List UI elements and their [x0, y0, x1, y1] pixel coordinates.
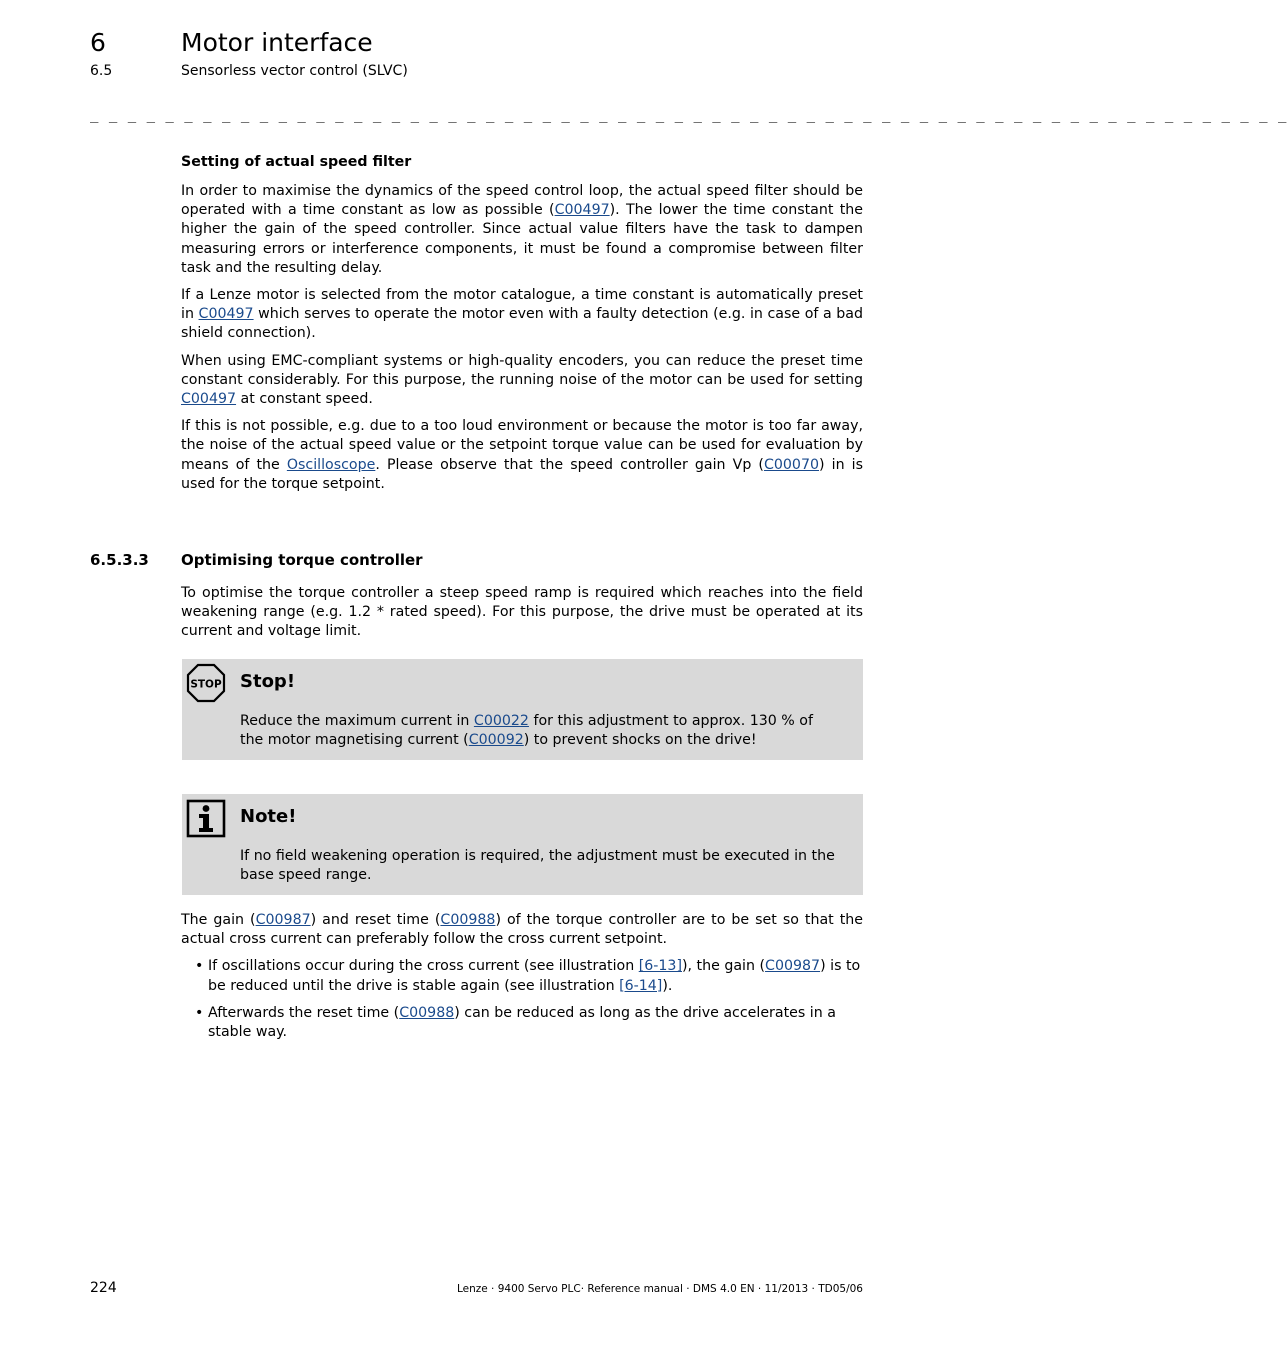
- torque-intro-paragraph: To optimise the torque controller a steep speed ramp is required which reaches into the field weakening range (e.g. 1.2 * rated speed). For this purpose, the drive must be operated at its current and voltage limit.: [181, 585, 863, 640]
- text: If a Lenze motor is selected from the motor catalogue, a time constant is automatically preset in: [181, 287, 863, 323]
- speed-filter-paragraph-3: [181, 352, 863, 410]
- c00070-link[interactable]: C00070: [763, 456, 820, 473]
- text: ) to prevent shocks on the drive!: [523, 732, 757, 749]
- text: Reduce the maximum current in: [240, 713, 474, 729]
- c00092-link[interactable]: C00092: [468, 732, 524, 749]
- text: ) in is used for the torque setpoint.: [181, 456, 863, 492]
- note-label: Note!: [240, 806, 297, 827]
- bullet-icon: •: [195, 958, 204, 975]
- c00497-link[interactable]: C00497: [198, 306, 254, 323]
- stop-icon: [186, 663, 226, 707]
- speed-filter-body: [181, 182, 863, 502]
- c00022-link[interactable]: C00022: [473, 713, 529, 729]
- text: If oscillations occur during the cross current (see illustration: [208, 958, 639, 975]
- list-item: [181, 957, 863, 995]
- speed-filter-paragraph-4: [181, 417, 863, 494]
- text: ) can be reduced as long as the drive accelerates in a stable way.: [208, 1004, 836, 1041]
- page-number: 224: [90, 1280, 117, 1296]
- text: ), the gain (: [682, 958, 766, 975]
- note-text: If no field weakening operation is required, the adjustment must be executed in the base speed range.: [240, 848, 835, 884]
- text: Afterwards the reset time (: [208, 1004, 400, 1021]
- header-rule: _ _ _ _ _ _ _ _ _ _ _ _ _ _ _ _ _ _ _ _ _ _ _ _ _ _ _ _ _ _ _ _ _ _ _ _ _ _ _ _ _ _ _ _ _ _ _ _ _ _ _ _ _ _ _ _ _ _ _ _ _ _ _ _: [90, 107, 1287, 123]
- stop-text: [240, 712, 840, 750]
- torque-intro: [181, 584, 863, 650]
- figure-6-13-link[interactable]: [6-13]: [638, 958, 682, 975]
- oscilloscope-link[interactable]: Oscilloscope: [286, 456, 376, 473]
- chapter-number: 6: [90, 28, 106, 57]
- section-number: 6.5: [90, 63, 113, 79]
- c00497-link[interactable]: C00497: [181, 391, 237, 408]
- section-title: Sensorless vector control (SLVC): [181, 63, 408, 79]
- gain-section: [181, 911, 863, 1050]
- text: ) is to be reduced until the drive is stable again (see illustration: [208, 958, 861, 994]
- text: When using EMC-compliant systems or high-quality encoders, you can reduce the preset time constant considerably. For this purpose, the running noise of the motor can be used for setting: [181, 352, 863, 388]
- bullet-icon: •: [195, 1004, 204, 1021]
- list-item: [181, 1004, 863, 1042]
- stop-label: Stop!: [240, 671, 296, 692]
- text: In order to maximise the dynamics of the speed control loop, the actual speed filter should be operated with a time constant as low as possible (: [181, 183, 863, 219]
- info-icon: [186, 798, 226, 842]
- note-box: [182, 794, 863, 895]
- chapter-title: Motor interface: [181, 28, 373, 57]
- text: at constant speed.: [236, 391, 373, 408]
- gain-paragraph: [181, 911, 863, 949]
- c00497-link[interactable]: C00497: [554, 202, 610, 219]
- text: ).: [662, 977, 673, 994]
- text: The gain (: [181, 912, 256, 928]
- text: which serves to operate the motor even with a faulty detection (e.g. in case of a bad shield connection).: [181, 306, 863, 342]
- c00988-link[interactable]: C00988: [399, 1004, 455, 1021]
- text: ). The lower the time constant the higher the gain of the speed controller. Since actual value filters have the task to dampen measuring errors or interference components, it must be found a compromise between filter task and the resulting delay.: [181, 202, 863, 276]
- speed-filter-paragraph-2: [181, 286, 863, 344]
- text: ) of the torque controller are to be set so that the actual cross current can preferably follow the cross current setpoint.: [181, 912, 864, 948]
- figure-6-14-link[interactable]: [6-14]: [619, 977, 663, 994]
- text: ) and reset time (: [310, 912, 441, 928]
- bullet-list: [181, 957, 863, 1042]
- speed-filter-heading: Setting of actual speed filter: [181, 154, 412, 170]
- text: . Please observe that the speed controller gain Vp (: [375, 456, 764, 473]
- c00988-link[interactable]: C00988: [440, 912, 496, 928]
- footer-doc-info: Lenze · 9400 Servo PLC· Reference manual · DMS 4.0 EN · 11/2013 · TD05/06: [456, 1283, 863, 1295]
- speed-filter-paragraph-1: [181, 182, 863, 278]
- stop-box: [182, 659, 863, 760]
- text: for this adjustment to approx. 130 % of the motor magnetising current (: [240, 713, 813, 749]
- text: If this is not possible, e.g. due to a too loud environment or because the motor is too far away, the noise of the actual speed value or the setpoint torque value can be used for evaluation by means of the: [181, 418, 863, 473]
- subsection-number: 6.5.3.3: [90, 551, 149, 569]
- c00987-link[interactable]: C00987: [765, 958, 821, 975]
- c00987-link[interactable]: C00987: [255, 912, 311, 928]
- subsection-title: Optimising torque controller: [181, 551, 423, 569]
- svg-text:STOP: STOP: [190, 678, 222, 691]
